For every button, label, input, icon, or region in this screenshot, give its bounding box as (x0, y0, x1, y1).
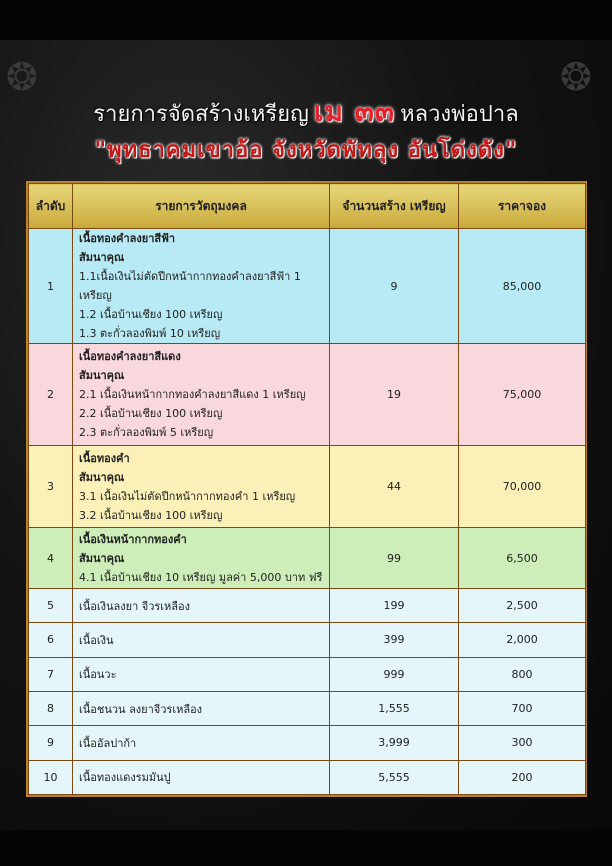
table-header-row (29, 184, 586, 229)
price-table-container (26, 181, 587, 797)
title-prefix: รายการจัดสร้างเหรียญ (93, 102, 309, 127)
row-item: เนื้อชนวน ลงยาจีวรเหลือง (73, 691, 330, 725)
page-title (0, 90, 612, 126)
row-no: 3 (29, 446, 73, 528)
item-subtitle: สัมนาคุณ (79, 251, 125, 264)
item-detail: 1.1เนื้อเงินไม่ตัดปีกหน้ากากทองคำลงยาสีฟ้า 1 เหรียญ (79, 270, 301, 302)
item-detail: 2.1 เนื้อเงินหน้ากากทองคำลงยาสีแดง 1 เหรียญ (79, 388, 306, 401)
table-row (29, 589, 586, 623)
table-row (29, 623, 586, 657)
row-qty: 999 (330, 657, 459, 691)
row-qty: 1,555 (330, 691, 459, 725)
item-detail: 2.3 ตะกั่วลองพิมพ์ 5 เหรียญ (79, 426, 214, 439)
title-highlight: เม ๓๓ (313, 95, 395, 128)
row-item: เนื้ออัลปาก้า (73, 726, 330, 760)
row-price: 800 (459, 657, 586, 691)
table-row (29, 229, 586, 344)
row-item: เนื้อเงินลงยา จีวรเหลือง (73, 589, 330, 623)
item-detail: 4.1 เนื้อบ้านเชียง 10 เหรียญ มูลค่า 5,000 บาท ฟรี (79, 570, 323, 584)
row-item: เนื้อทองแดงรมมันปู (73, 760, 330, 794)
row-price: 2,500 (459, 589, 586, 623)
header-item: รายการวัตถุมงคล (73, 184, 330, 229)
item-subtitle: สัมนาคุณ (79, 369, 125, 382)
row-price: 300 (459, 726, 586, 760)
decorative-ornament-icon: ❂ (6, 55, 38, 99)
row-no: 5 (29, 589, 73, 623)
table-row (29, 528, 586, 589)
page-subtitle: "พุทธาคมเขาอ้อ จังหวัดพัทลุง อันโด่งดัง" (94, 137, 518, 163)
table-row (29, 446, 586, 528)
row-qty: 99 (330, 528, 459, 589)
row-no: 8 (29, 691, 73, 725)
row-no: 4 (29, 528, 73, 589)
row-qty: 19 (330, 344, 459, 446)
item-title: เนื้อทองคำลงยาสีฟ้า (79, 232, 176, 245)
row-no: 1 (29, 229, 73, 344)
table-row (29, 760, 586, 794)
row-qty: 9 (330, 229, 459, 344)
row-item: เนื้อนวะ (73, 657, 330, 691)
row-item (73, 528, 330, 589)
row-item (73, 229, 330, 344)
row-price: 75,000 (459, 344, 586, 446)
table-row (29, 657, 586, 691)
item-detail: 3.2 เนื้อบ้านเชียง 100 เหรียญ (79, 508, 223, 522)
decorative-ornament-icon: ❂ (560, 55, 592, 99)
item-detail: 2.2 เนื้อบ้านเชียง 100 เหรียญ (79, 407, 223, 420)
title-suffix: หลวงพ่อปาล (400, 102, 519, 127)
row-price: 70,000 (459, 446, 586, 528)
item-subtitle: สัมนาคุณ (79, 470, 125, 484)
row-no: 7 (29, 657, 73, 691)
row-price: 85,000 (459, 229, 586, 344)
row-no: 9 (29, 726, 73, 760)
price-table (28, 183, 586, 795)
header-no: ลำดับ (29, 184, 73, 229)
table-row (29, 344, 586, 446)
row-no: 2 (29, 344, 73, 446)
row-qty: 399 (330, 623, 459, 657)
header-price: ราคาจอง (459, 184, 586, 229)
table-row (29, 691, 586, 725)
row-qty: 199 (330, 589, 459, 623)
item-title: เนื้อเงินหน้ากากทองคำ (79, 532, 187, 546)
row-price: 2,000 (459, 623, 586, 657)
item-title: เนื้อทองคำ (79, 451, 130, 465)
row-qty: 44 (330, 446, 459, 528)
row-no: 10 (29, 760, 73, 794)
header-qty: จำนวนสร้าง เหรียญ (330, 184, 459, 229)
item-subtitle: สัมนาคุณ (79, 551, 125, 565)
row-item (73, 446, 330, 528)
row-price: 200 (459, 760, 586, 794)
row-item (73, 344, 330, 446)
item-detail: 1.2 เนื้อบ้านเชียง 100 เหรียญ (79, 308, 223, 321)
row-qty: 5,555 (330, 760, 459, 794)
table-row (29, 726, 586, 760)
item-title: เนื้อทองคำลงยาสีแดง (79, 350, 181, 363)
row-price: 6,500 (459, 528, 586, 589)
row-item: เนื้อเงิน (73, 623, 330, 657)
row-no: 6 (29, 623, 73, 657)
item-detail: 3.1 เนื้อเงินไม่ตัดปีกหน้ากากทองคำ 1 เหรียญ (79, 489, 296, 503)
row-qty: 3,999 (330, 726, 459, 760)
row-price: 700 (459, 691, 586, 725)
item-detail: 1.3 ตะกั่วลองพิมพ์ 10 เหรียญ (79, 327, 221, 340)
